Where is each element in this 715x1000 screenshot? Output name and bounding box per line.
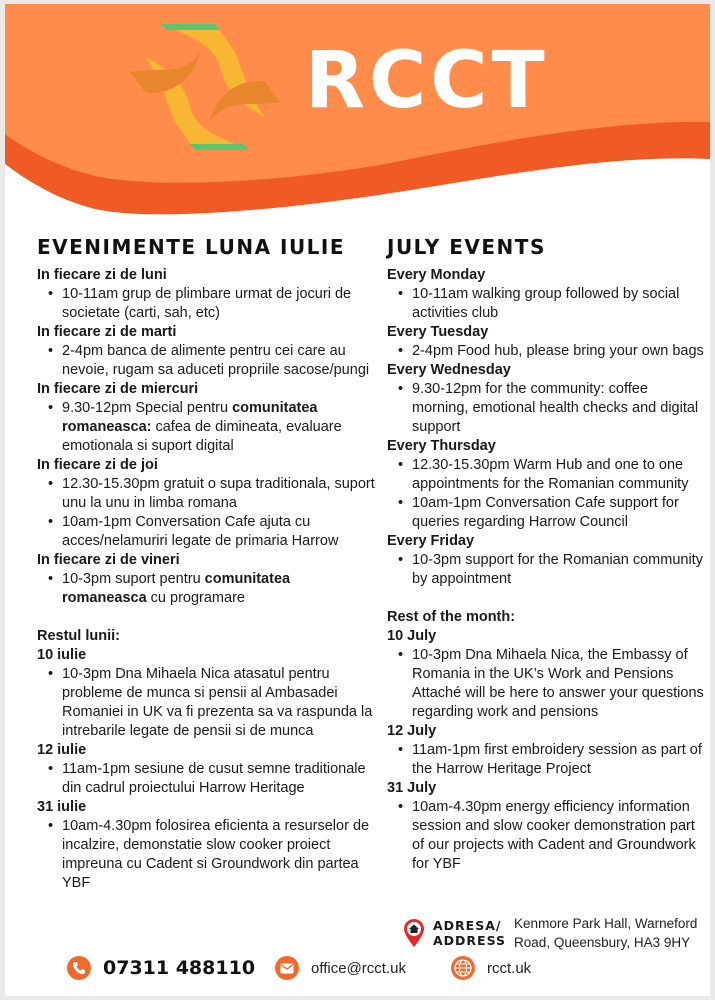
phone-number[interactable]: 07311 488110 bbox=[103, 957, 256, 979]
romanian-title: EVENIMENTE LUNA IULIE bbox=[37, 235, 346, 259]
event-text: 10-3pm suport pentru bbox=[62, 571, 205, 587]
event-text: 10am-4.30pm energy efficiency information session and slow cooker demonstration part of our projects with Cadent and Groundwork for YBF bbox=[412, 799, 696, 872]
event-day-heading: 10 July bbox=[387, 628, 437, 644]
rcct-logo-icon bbox=[125, 22, 285, 152]
address-label bbox=[433, 918, 506, 948]
address-label-ro: ADRESA/ bbox=[433, 918, 502, 933]
event-highlight: comunitatea romaneasca: bbox=[62, 400, 318, 435]
home-pin-icon bbox=[403, 918, 425, 948]
email-contact[interactable] bbox=[275, 956, 406, 980]
event-list bbox=[47, 399, 377, 456]
address-text bbox=[514, 914, 697, 952]
english-title: JULY EVENTS bbox=[387, 235, 546, 259]
event-item bbox=[397, 456, 707, 494]
phone-icon bbox=[67, 956, 91, 980]
event-text: cafea de dimineata, evaluare emotionala si suport digital bbox=[62, 419, 342, 454]
english-rest-title: Rest of the month: bbox=[387, 609, 516, 625]
event-day-heading: 31 July bbox=[387, 780, 437, 796]
address-block bbox=[403, 914, 697, 952]
event-text: 11am-1pm first embroidery session as part of the Harrow Heritage Project bbox=[412, 742, 702, 777]
event-list bbox=[397, 646, 707, 722]
event-list bbox=[47, 570, 377, 608]
event-text: 2-4pm banca de alimente pentru cei care au nevoie, rugam sa aduceti propriile sacose/pungi bbox=[62, 343, 370, 378]
event-item bbox=[47, 285, 377, 323]
event-text: 10-11am walking group followed by social activities club bbox=[412, 286, 680, 321]
flyer-page bbox=[5, 4, 710, 996]
brand-name: RCCT bbox=[305, 36, 549, 126]
event-text: 10am-1pm Conversation Cafe support for queries regarding Harrow Council bbox=[412, 495, 679, 530]
event-highlight: comunitatea romaneasca bbox=[62, 571, 291, 606]
website-url[interactable]: rcct.uk bbox=[487, 959, 532, 977]
event-item bbox=[397, 285, 707, 323]
event-list bbox=[47, 475, 377, 551]
event-list bbox=[47, 285, 377, 323]
romanian-column bbox=[37, 234, 377, 893]
event-day-heading: 10 iulie bbox=[37, 647, 87, 663]
event-day-heading: 12 July bbox=[387, 723, 437, 739]
event-item bbox=[47, 475, 377, 513]
event-day-heading: Every Friday bbox=[387, 533, 475, 549]
event-list bbox=[397, 380, 707, 437]
event-day-heading: In fiecare zi de luni bbox=[37, 267, 167, 283]
email-address[interactable]: office@rcct.uk bbox=[311, 959, 406, 977]
website-contact[interactable] bbox=[451, 956, 531, 980]
event-text: 10-3pm support for the Romanian community by appointment bbox=[412, 552, 703, 587]
event-item bbox=[47, 665, 377, 741]
english-monthly-events bbox=[387, 627, 707, 874]
event-list bbox=[397, 456, 707, 532]
event-text: 2-4pm Food hub, please bring your own bags bbox=[412, 343, 704, 359]
event-text: 11am-1pm sesiune de cusut semne traditionale din cadrul proiectului Harrow Heritage bbox=[62, 761, 366, 796]
address-line-2: Road, Queensbury, HA3 9HY bbox=[514, 935, 691, 950]
event-day-heading: Every Tuesday bbox=[387, 324, 489, 340]
header-banner bbox=[5, 4, 710, 224]
event-list bbox=[397, 798, 707, 874]
event-item bbox=[47, 342, 377, 380]
envelope-icon bbox=[275, 956, 299, 980]
event-item bbox=[397, 798, 707, 874]
address-line-1: Kenmore Park Hall, Warneford bbox=[514, 916, 698, 931]
event-text: 9.30-12pm Special pentru bbox=[62, 400, 233, 416]
address-label-en: ADDRESS bbox=[433, 933, 507, 948]
event-item bbox=[397, 342, 707, 361]
event-text: 10am-4.30pm folosirea eficienta a resurselor de incalzire, demonstatie slow cooker proiect impreuna cu Cadent si Groundwork din partea YBF bbox=[62, 818, 370, 891]
event-text: 12.30-15.30pm gratuit o supa traditionala, suport unu la unu in limba romana bbox=[62, 476, 375, 511]
event-text: 9.30-12pm for the community: coffee morning, emotional health checks and digital support bbox=[412, 381, 699, 435]
event-text: 10-3pm Dna Mihaela Nica, the Embassy of Romania in the UK’s Work and Pensions Attaché will be here to answer your questions regarding work and pensions bbox=[412, 647, 704, 720]
event-day-heading: 12 iulie bbox=[37, 742, 87, 758]
event-day-heading: 31 iulie bbox=[37, 799, 87, 815]
event-item bbox=[397, 380, 707, 437]
globe-icon bbox=[451, 956, 475, 980]
event-day-heading: Every Thursday bbox=[387, 438, 496, 454]
event-day-heading: Every Wednesday bbox=[387, 362, 511, 378]
event-day-heading: In fiecare zi de joi bbox=[37, 457, 158, 473]
event-item bbox=[47, 513, 377, 551]
event-item bbox=[397, 741, 707, 779]
event-text: 12.30-15.30pm Warm Hub and one to one appointments for the Romanian community bbox=[412, 457, 689, 492]
event-list bbox=[397, 741, 707, 779]
event-day-heading: Every Monday bbox=[387, 267, 486, 283]
event-item bbox=[397, 551, 707, 589]
event-list bbox=[397, 342, 707, 361]
event-list bbox=[47, 342, 377, 380]
event-item bbox=[47, 817, 377, 893]
event-item bbox=[397, 494, 707, 532]
event-day-heading: In fiecare zi de vineri bbox=[37, 552, 180, 568]
event-list bbox=[47, 665, 377, 741]
event-list bbox=[47, 760, 377, 798]
event-item bbox=[47, 760, 377, 798]
phone-contact[interactable] bbox=[67, 956, 255, 980]
event-day-heading: In fiecare zi de miercuri bbox=[37, 381, 199, 397]
event-text: 10am-1pm Conversation Cafe ajuta cu acces/nelamuriri legate de primaria Harrow bbox=[62, 514, 339, 549]
event-list bbox=[397, 551, 707, 589]
romanian-monthly-events bbox=[37, 646, 377, 893]
event-text: 10-11am grup de plimbare urmat de jocuri de societate (carti, sah, etc) bbox=[62, 286, 352, 321]
romanian-rest-title: Restul lunii: bbox=[37, 628, 120, 644]
event-item bbox=[47, 399, 377, 456]
event-text: 10-3pm Dna Mihaela Nica atasatul pentru probleme de munca si pensii al Ambasadei Romaniei in UK va fi prezenta sa va raspunda la intrebarile legate de pensii si de munca bbox=[62, 666, 373, 739]
romanian-weekly-events bbox=[37, 266, 377, 608]
english-weekly-events bbox=[387, 266, 707, 589]
event-list bbox=[47, 817, 377, 893]
event-item bbox=[47, 570, 377, 608]
event-day-heading: In fiecare zi de marti bbox=[37, 324, 177, 340]
event-list bbox=[397, 285, 707, 323]
english-column bbox=[387, 234, 707, 874]
event-item bbox=[397, 646, 707, 722]
event-text: cu programare bbox=[146, 590, 245, 606]
